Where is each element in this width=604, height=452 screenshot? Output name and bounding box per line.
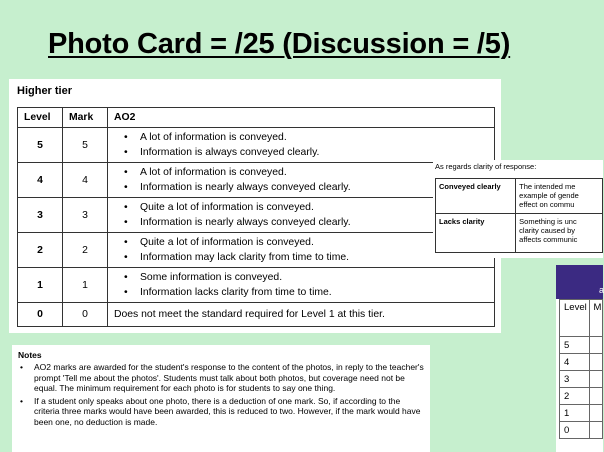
- criterion-text: • Information lacks clarity from time to time.: [140, 285, 494, 300]
- criterion-text: • Information is nearly always conveyed clearly.: [140, 180, 494, 195]
- column-header-level: Level: [18, 108, 63, 128]
- blank-cell: [589, 337, 602, 354]
- band-text: a: [599, 285, 604, 295]
- table-row: [18, 233, 495, 268]
- table-row: [560, 405, 603, 422]
- list-item: • If a student only speaks about one photo, there is a deduction of one mark. So, if according to the criteria three marks would have been awarded, this is reduced to two. However, if the mark would have been one, no deduction is made.: [34, 396, 426, 428]
- level-cell: 5: [560, 337, 590, 354]
- column-header-mark: M: [589, 300, 602, 337]
- notes-heading: Notes: [18, 350, 42, 360]
- clarity-value-line: Something is unc: [519, 217, 577, 226]
- list-item: • AO2 marks are awarded for the student's response to the content of the photos, in reply to the teacher's prompt 'Tell me about the photos'. Students must talk about both photos, but coverage need not be equal. The minimum requirement for each photo is for students to say one thing.: [34, 362, 426, 394]
- criterion-text: • Information is nearly always conveyed clearly.: [140, 215, 494, 230]
- ao2-cell: [108, 128, 495, 163]
- level-cell: 4: [18, 163, 63, 198]
- notes-card: [12, 345, 430, 452]
- level-cell: 0: [560, 422, 590, 439]
- notes-list: [34, 362, 426, 429]
- tier-label: Higher tier: [17, 85, 73, 97]
- level-cell: 2: [560, 388, 590, 405]
- level-cell: 2: [18, 233, 63, 268]
- table-header-row: [18, 108, 495, 128]
- criterion-text: • Quite a lot of information is conveyed.: [140, 200, 494, 215]
- table-row: [18, 268, 495, 303]
- mark-scheme-table: [17, 107, 495, 327]
- level-table-card: [556, 265, 603, 452]
- level-cell: 1: [560, 405, 590, 422]
- mark-cell: 5: [63, 128, 108, 163]
- criterion-text: • A lot of information is conveyed.: [140, 130, 494, 145]
- level-cell: 1: [18, 268, 63, 303]
- mark-cell: 2: [63, 233, 108, 268]
- table-row: [18, 163, 495, 198]
- blank-cell: [589, 405, 602, 422]
- level-cell: 0: [18, 303, 63, 327]
- column-header-level: Level: [560, 300, 590, 337]
- slide-title: Photo Card = /25 (Discussion = /5): [48, 28, 511, 60]
- table-row: [560, 337, 603, 354]
- table-row: [560, 422, 603, 439]
- blank-cell: [589, 388, 602, 405]
- table-row: [18, 303, 495, 327]
- blank-cell: [589, 354, 602, 371]
- ao2-cell: Does not meet the standard required for Level 1 at this tier.: [108, 303, 495, 327]
- criterion-text: • Some information is conveyed.: [140, 270, 494, 285]
- header-band: [556, 265, 603, 299]
- table-row: [18, 128, 495, 163]
- clarity-card: [433, 160, 603, 258]
- table-row: [18, 198, 495, 233]
- clarity-value-line: effect on commu: [519, 200, 575, 209]
- clarity-value-line: clarity caused by: [519, 226, 576, 235]
- criterion-text: • A lot of information is conveyed.: [140, 165, 494, 180]
- mark-cell: 4: [63, 163, 108, 198]
- clarity-value: [516, 214, 603, 253]
- level-table: [559, 299, 603, 439]
- table-row: [560, 388, 603, 405]
- column-header-mark: Mark: [63, 108, 108, 128]
- clarity-key: Lacks clarity: [436, 214, 516, 253]
- table-row: [436, 214, 603, 253]
- table-row: [436, 179, 603, 214]
- clarity-key: Conveyed clearly: [436, 179, 516, 214]
- blank-cell: [589, 371, 602, 388]
- criterion-text: • Information is always conveyed clearly.: [140, 145, 494, 160]
- level-cell: 4: [560, 354, 590, 371]
- clarity-value-line: affects communic: [519, 235, 578, 244]
- clarity-value-line: example of gende: [519, 191, 579, 200]
- level-cell: 3: [560, 371, 590, 388]
- table-row: [560, 371, 603, 388]
- criterion-text: • Quite a lot of information is conveyed.: [140, 235, 494, 250]
- table-row: [560, 354, 603, 371]
- mark-cell: 1: [63, 268, 108, 303]
- mark-scheme-card: [9, 79, 501, 333]
- clarity-value-line: The intended me: [519, 182, 576, 191]
- criterion-text: • Information may lack clarity from time to time.: [140, 250, 494, 265]
- mark-cell: 3: [63, 198, 108, 233]
- clarity-table: [435, 178, 603, 253]
- clarity-value: [516, 179, 603, 214]
- blank-cell: [589, 422, 602, 439]
- table-header-row: [560, 300, 603, 337]
- mark-cell: 0: [63, 303, 108, 327]
- column-header-ao2: AO2: [108, 108, 495, 128]
- ao2-cell: [108, 268, 495, 303]
- clarity-heading: As regards clarity of response:: [435, 162, 537, 171]
- level-cell: 3: [18, 198, 63, 233]
- level-cell: 5: [18, 128, 63, 163]
